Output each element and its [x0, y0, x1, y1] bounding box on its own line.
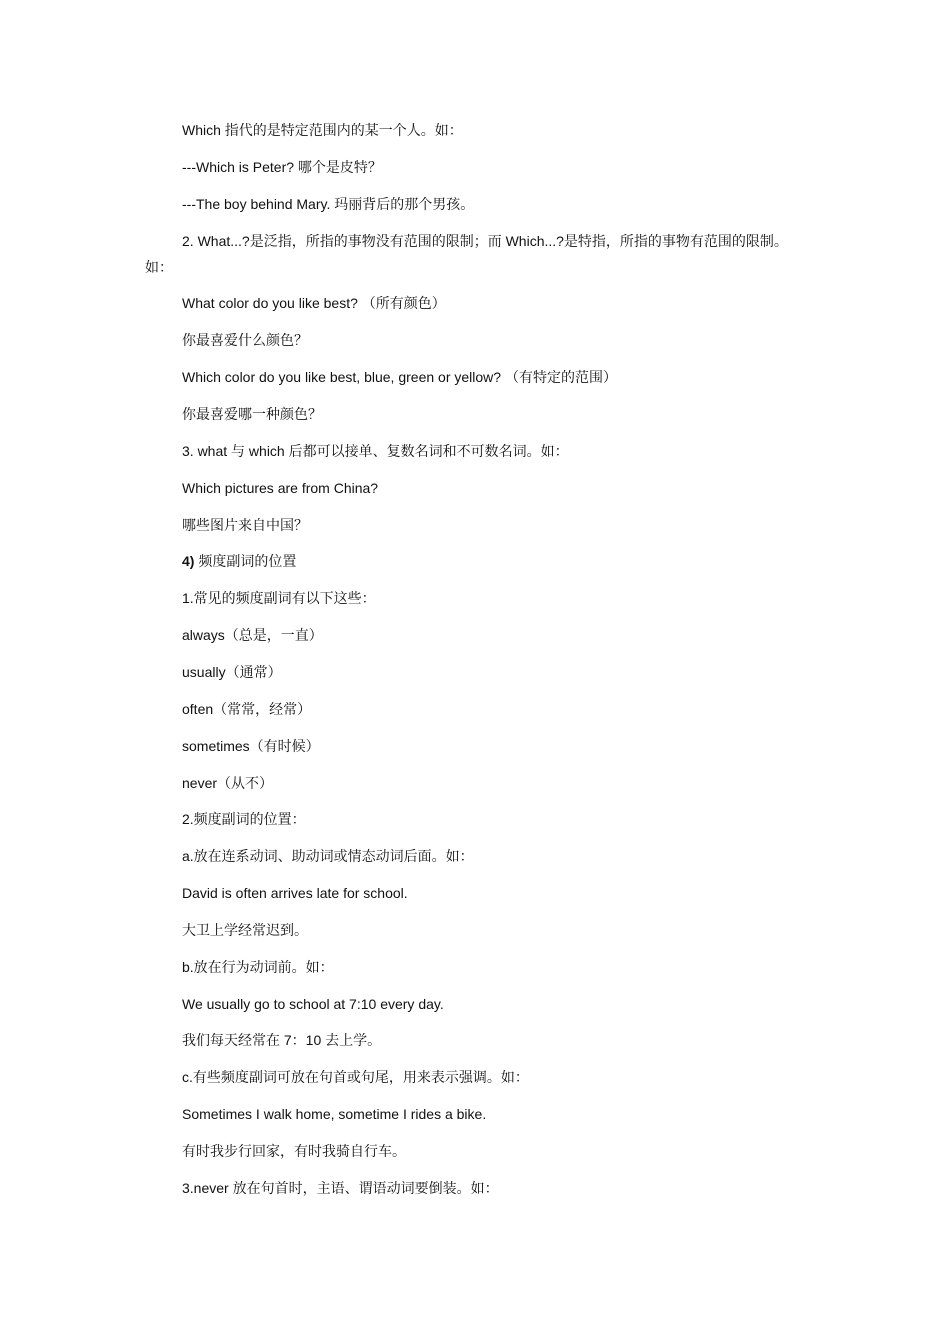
text-line: Sometimes I walk home, sometime I rides a bike.	[182, 1106, 487, 1122]
list-item: never（从不）	[182, 775, 274, 791]
text-line: 2.频度副词的位置：	[182, 811, 306, 827]
section-title: 频度副词的位置	[198, 553, 297, 569]
text-line: 有时我步行回家，有时我骑自行车。	[182, 1143, 406, 1159]
text-line: 你最喜爱哪一种颜色？	[182, 406, 322, 422]
text-line: 3. what 与 which 后都可以接单、复数名词和不可数名词。如：	[182, 443, 569, 459]
text-line: David is often arrives late for school.	[182, 885, 408, 901]
text-line: c.有些频度副词可放在句首或句尾，用来表示强调。如：	[182, 1069, 529, 1085]
text-line: 哪些图片来自中国？	[182, 517, 308, 533]
text-line: Which 指代的是特定范围内的某一个人。如：	[182, 122, 463, 138]
text-line: 3.never 放在句首时，主语、谓语动词要倒装。如：	[182, 1180, 499, 1196]
text-line: 2. What...?是泛指，所指的事物没有范围的限制；而 Which...?是特指，所指的事物有范围的限制。	[182, 233, 788, 249]
text-line: Which pictures are from China?	[182, 480, 379, 496]
text-line: 我们每天经常在 7：10 去上学。	[182, 1032, 382, 1048]
text-line-continuation: 如：	[145, 259, 173, 275]
list-item: sometimes（有时候）	[182, 738, 320, 754]
text-line: We usually go to school at 7:10 every day.	[182, 996, 444, 1012]
text-line: 1.常见的频度副词有以下这些：	[182, 590, 376, 606]
text-line: a.放在连系动词、助动词或情态动词后面。如：	[182, 848, 474, 864]
list-item: usually（通常）	[182, 664, 282, 680]
text-line: 大卫上学经常迟到。	[182, 922, 308, 938]
text-line: 你最喜爱什么颜色？	[182, 332, 308, 348]
text-line: b.放在行为动词前。如：	[182, 959, 334, 975]
text-line: Which color do you like best, blue, green or yellow? （有特定的范围）	[182, 369, 617, 385]
text-line: ---The boy behind Mary. 玛丽背后的那个男孩。	[182, 196, 475, 212]
text-line: ---Which is Peter? 哪个是皮特？	[182, 159, 382, 175]
section-heading	[182, 552, 296, 570]
text-line: What color do you like best? （所有颜色）	[182, 295, 446, 311]
list-item: often（常常，经常）	[182, 701, 312, 717]
list-item: always（总是，一直）	[182, 627, 323, 643]
section-number: 4)	[182, 553, 195, 569]
